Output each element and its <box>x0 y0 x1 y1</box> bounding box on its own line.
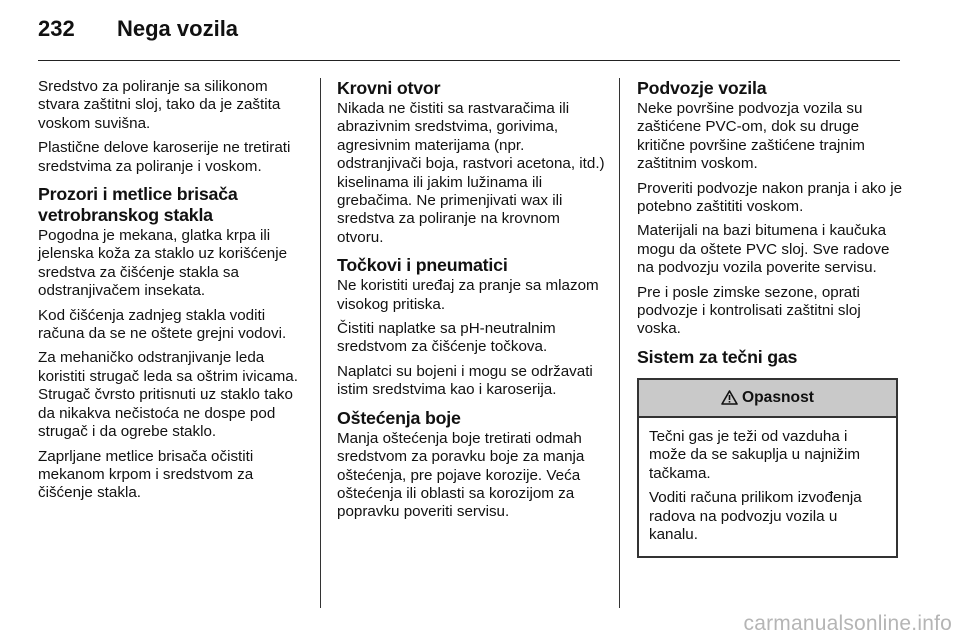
column-3 <box>637 78 905 558</box>
paragraph: Nikada ne čistiti sa rastvaračima ili abrazivnim sredstvima, gorivima, agresivnim materijama (npr. odstranjivači boja, rastvori acetona, itd.) kiselinama ili jakim lužinama ili grebačima. Ne primenjivati wax ili sredstva za poliranje na krovnom otvoru. <box>337 100 605 246</box>
paragraph: Materijali na bazi bitumena i kaučuka mogu da oštete PVC sloj. Sve radove na podvozju vozila poverite servisu. <box>637 222 890 277</box>
column-divider-2 <box>619 78 620 608</box>
paragraph: Kod čišćenja zadnjeg stakla voditi računa da se ne oštete grejni vodovi. <box>38 306 287 343</box>
header-rule <box>38 60 900 61</box>
paragraph: Plastične delove karoserije ne tretirati sredstvima za poliranje i voskom. <box>38 139 291 175</box>
section-heading-sunroof: Krovni otvor <box>337 78 441 98</box>
section-heading-lpg: Sistem za tečni gas <box>637 346 798 367</box>
paragraph: Za mehaničko odstranjivanje leda koristiti strugač leda sa oštrim ivicama. Strugač čvrsto pritisnuti uz staklo tako da nikakva nečistoća ne dospe pod strugač i da ogrebe staklo. <box>38 349 298 441</box>
paragraph: Ne koristiti uređaj za pranje sa mlazom visokog pritiska. <box>337 277 599 313</box>
paragraph: Pre i posle zimske sezone, oprati podvozje i kontrolisati zaštitni sloj voska. <box>637 283 861 338</box>
section-heading-underbody: Podvozje vozila <box>637 78 767 98</box>
section-heading-paint: Oštećenja boje <box>337 407 461 428</box>
warning-header <box>639 380 896 418</box>
paragraph: Čistiti naplatke sa pH-neutralnim sredstvom za čišćenje točkova. <box>337 320 556 356</box>
section-heading-wheels: Točkovi i pneumatici <box>337 255 508 276</box>
column-2 <box>337 78 605 528</box>
paragraph: Pogodna je mekana, glatka krpa ili jelenska koža za staklo uz korišćenje sredstva za čišćenje stakla sa odstranjivačem insekata. <box>38 227 288 300</box>
warning-triangle-icon <box>721 390 738 405</box>
paragraph: Proveriti podvozje nakon pranja i ako je potebno zaštititi voskom. <box>637 179 903 216</box>
paragraph: Sredstvo za poliranje sa silikonom stvara zaštitni sloj, tako da je zaštita voskom suvišna. <box>38 78 281 132</box>
page-number: 232 <box>38 16 75 41</box>
paragraph: Naplatci su bojeni i mogu se održavati istim sredstvima kao i karoserija. <box>337 362 593 399</box>
paragraph: Tečni gas je teži od vazduha i može da se sakuplja u najnižim tačkama. <box>649 427 861 482</box>
page-title: Nega vozila <box>117 16 239 41</box>
warning-box <box>637 378 898 558</box>
watermark: carmanualsonline.info <box>743 612 952 635</box>
paragraph: Zaprljane metlice brisača očistiti mekanom krpom i sredstvom za čišćenje stakla. <box>38 447 254 502</box>
warning-title: Opasnost <box>742 388 814 406</box>
section-heading-windows: Prozori i metlice brisača vetrobranskog stakla <box>38 184 238 226</box>
column-1 <box>38 78 306 509</box>
column-divider-1 <box>320 78 321 608</box>
paragraph: Voditi računa prilikom izvođenja radova na podvozju vozila u kanalu. <box>649 489 862 543</box>
paragraph: Neke površine podvozja vozila su zaštićene PVC-om, dok su druge kritične površine zaštićene trajnim zaštitnim voskom. <box>637 100 865 173</box>
paragraph: Manja oštećenja boje tretirati odmah sredstvom za poravku boje za manja oštećenja, pre pojave korozije. Veća oštećenja ili oblasti sa korozijom za popravku poveriti servisu. <box>337 429 585 521</box>
warning-body <box>639 418 896 556</box>
